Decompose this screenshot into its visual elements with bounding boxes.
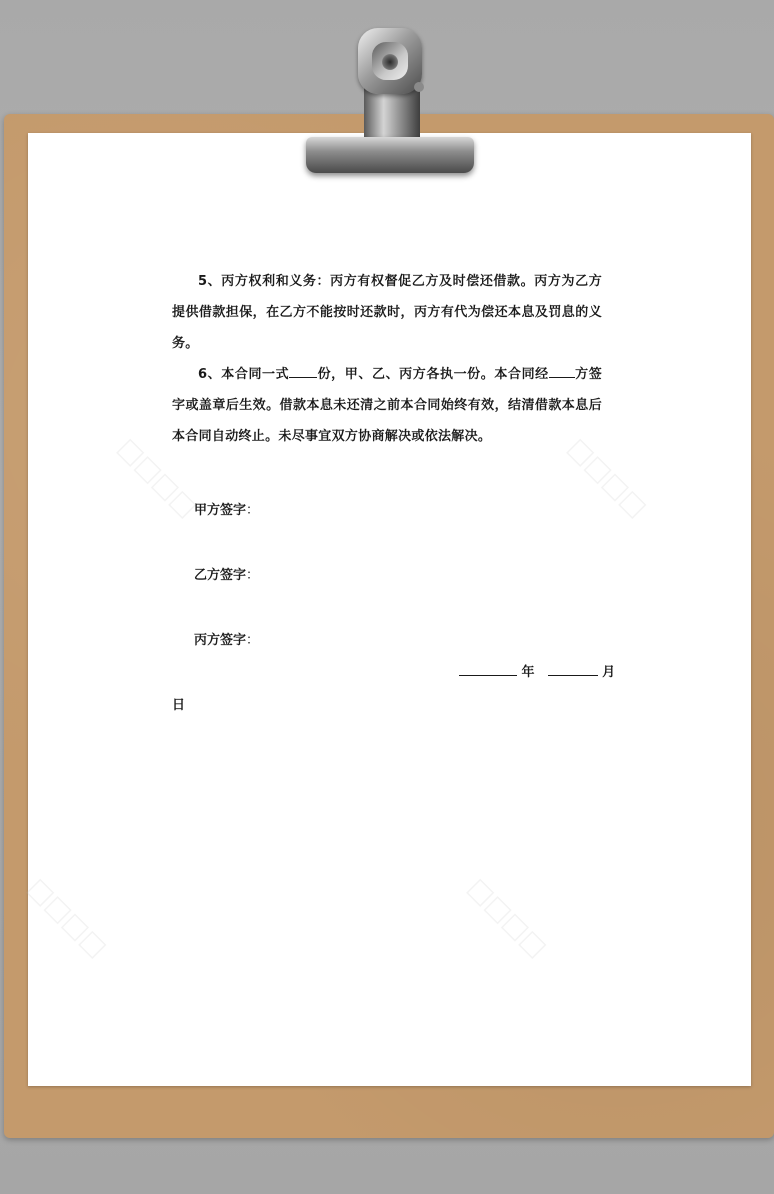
party-b-label: 乙方签字 — [194, 568, 247, 583]
party-a-label: 甲方签字 — [194, 503, 247, 518]
month-label: 月 — [602, 665, 616, 680]
watermark: □□□□ — [111, 432, 203, 524]
watermark: □□□□ — [561, 432, 653, 524]
clause-6-part1: 6、本合同一式 — [198, 367, 290, 382]
clause-6 — [172, 359, 602, 452]
clip-hole — [382, 54, 398, 70]
colon: ： — [246, 568, 260, 583]
contract-body — [172, 266, 602, 452]
copies-blank[interactable] — [289, 363, 317, 378]
month-blank[interactable] — [548, 661, 598, 676]
colon: ： — [246, 503, 260, 518]
party-b-signature — [194, 564, 259, 583]
clause-6-part3: 方签字或盖章后生效。借款本息未还清之前本合同始终有效，结清借款本息后本合同自动终止。未尽事宜双方协商解决或依法解决。 — [172, 367, 602, 444]
party-c-signature — [194, 629, 259, 648]
day-label: 日 — [172, 698, 186, 713]
watermark: □□□□ — [461, 872, 553, 964]
year-label: 年 — [521, 665, 535, 680]
date-line — [459, 661, 615, 680]
clause-5: 5、丙方权利和义务：丙方有权督促乙方及时偿还借款。丙方为乙方提供借款担保，在乙方不能按时还款时，丙方有代为偿还本息及罚息的义务。 — [172, 274, 602, 351]
parties-blank[interactable] — [549, 363, 575, 378]
clause-6-part2: 份，甲、乙、丙方各执一份。本合同经 — [317, 367, 549, 382]
party-c-label: 丙方签字 — [194, 633, 247, 648]
year-blank[interactable] — [459, 661, 517, 676]
watermark: □□□□ — [21, 872, 113, 964]
binder-clip — [306, 137, 474, 173]
colon: ： — [246, 633, 260, 648]
party-a-signature — [194, 499, 259, 518]
clip-pin — [414, 82, 424, 92]
